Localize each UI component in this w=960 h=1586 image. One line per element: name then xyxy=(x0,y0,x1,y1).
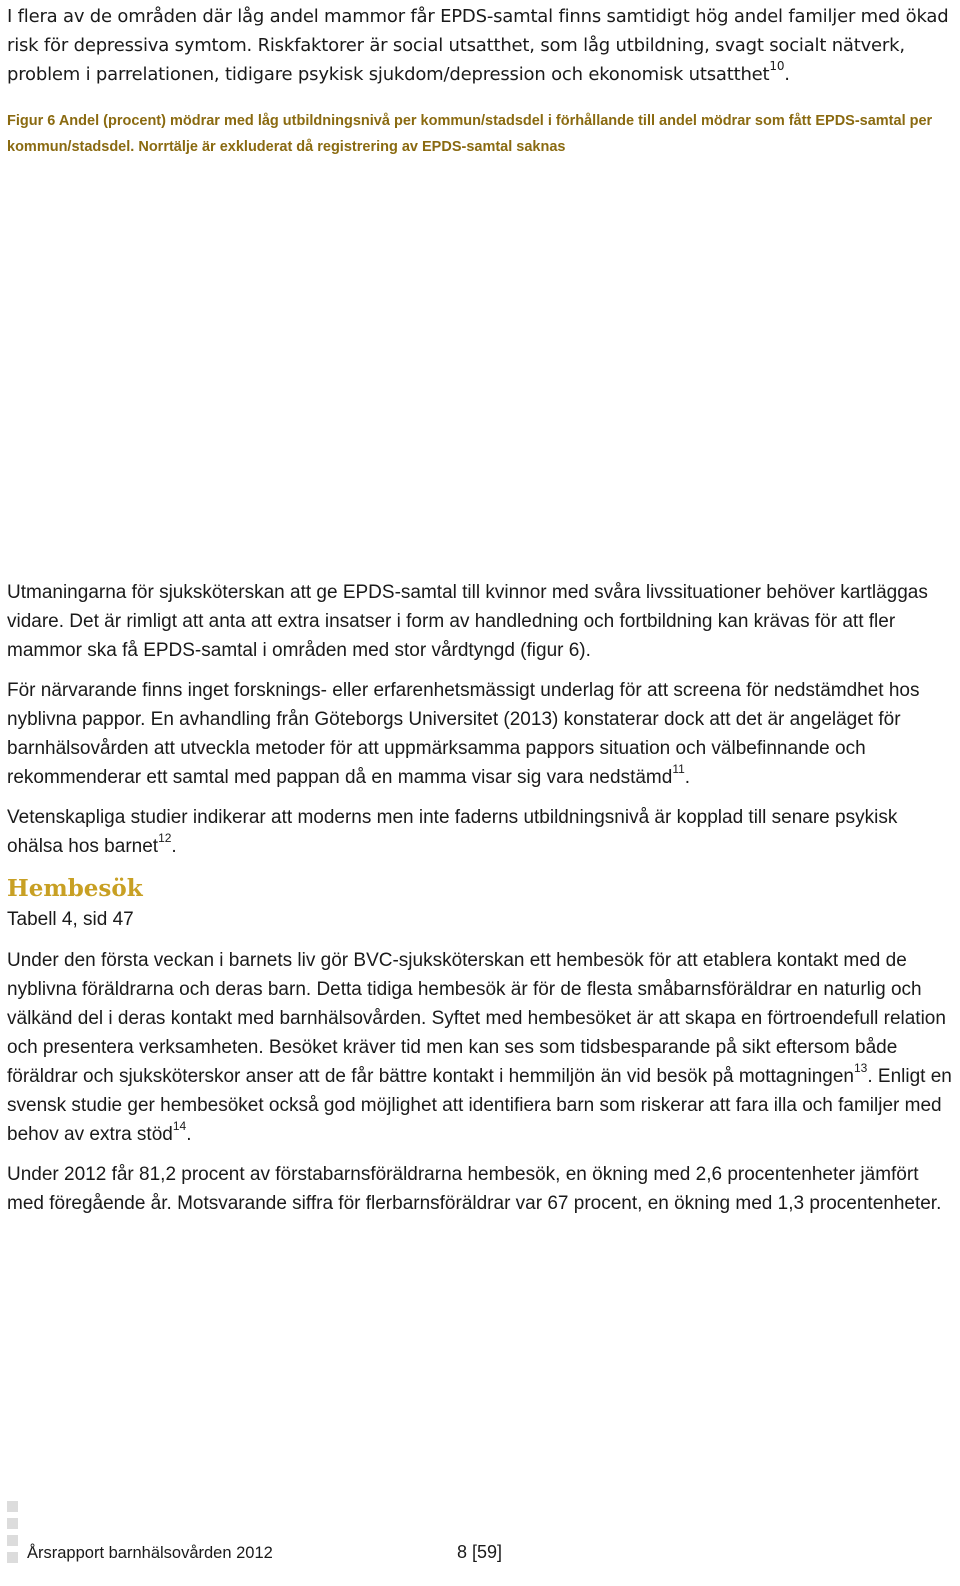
paragraph-home-visit xyxy=(7,946,952,1149)
body-text xyxy=(7,578,952,1229)
footer-decoration-square xyxy=(7,1535,18,1546)
paragraph-home-visit-text-a: Under den första veckan i barnets liv gör BVC-sjuksköterskan ett hembesök för att etablera kontakt med de nyblivna föräldrarna och deras barn. Detta tidiga hembesök är för de flesta småbarnsföräldrar en naturlig och välkänd del i deras kontakt med barnhälsovården. Syftet med hembesöket är att skapa en förtroendefull relation och presentera verksamheten. Besöket kräver tid men kan ses som tidsbesparande på sikt eftersom både föräldrar och sjuksköterskor anser att de får bättre kontakt i hemmiljön än vid besök på mottagningen xyxy=(7,950,946,1087)
table-reference: Tabell 4, sid 47 xyxy=(7,909,134,930)
footer-report-title: Årsrapport barnhälsovården 2012 xyxy=(27,1544,273,1562)
footer-decoration-square xyxy=(7,1518,18,1529)
intro-paragraph xyxy=(7,2,952,89)
figure-placeholder xyxy=(7,180,947,570)
footnote-ref-11: 11 xyxy=(672,761,685,776)
paragraph-fathers-text: För närvarande finns inget forsknings- eller erfarenhetsmässigt underlag för att screena för nedstämdhet hos nyblivna pappor. En avhandling från Göteborgs Universitet (2013) konstaterar dock att det är angeläget för barnhälsovården att utveckla metoder för att uppmärksamma pappors situation och välbefinnande och rekommenderar ett samtal med pappan då en mamma visar sig vara nedstämd xyxy=(7,680,920,788)
footnote-ref-10: 10 xyxy=(769,59,785,73)
paragraph-fathers-end: . xyxy=(684,767,691,788)
intro-text: I flera av de områden där låg andel mammor får EPDS-samtal finns samtidigt hög andel familjer med ökad risk för depressiva symtom. Riskfaktorer är social utsatthet, som låg utbildning, svagt socialt nätverk, problem i parrelationen, tidigare psykisk sjukdom/depression och ekonomisk utsatthet xyxy=(7,6,949,85)
paragraph-education-text: Vetenskapliga studier indikerar att moderns men inte faderns utbildningsnivå är kopplad till senare psykisk ohälsa hos barnet xyxy=(7,807,898,857)
paragraph-fathers xyxy=(7,676,952,792)
figure-caption xyxy=(7,108,952,160)
footer-decoration-square xyxy=(7,1501,18,1512)
caption-main: Figur 6 Andel (procent) mödrar med låg utbildningsnivå per kommun/stadsdel i förhållande till andel mödrar som fått EPDS-samtal per kommun/stadsdel. xyxy=(7,113,933,155)
section-heading-hembesok: Hembesök xyxy=(7,875,143,902)
footnote-ref-12: 12 xyxy=(158,830,172,845)
intro-end: . xyxy=(784,64,790,85)
footer-decoration-square xyxy=(7,1552,18,1563)
footer-page-number: 8 [59] xyxy=(457,1542,503,1562)
footnote-ref-14: 14 xyxy=(172,1118,187,1133)
paragraph-home-visit-text-b: . Enligt en svensk studie ger hembesöket också god möjlighet att identifiera barn som riskerar att fara illa och familjer med behov av extra stöd xyxy=(7,1066,952,1145)
paragraph-education xyxy=(7,803,952,861)
paragraph-education-end: . xyxy=(171,836,177,857)
paragraph-epds-challenges: Utmaningarna för sjuksköterskan att ge EPDS-samtal till kvinnor med svåra livssituationer behöver kartläggas vidare. Det är rimligt att anta att extra insatser i form av handledning och fortbildning kan krävas för att fler mammor ska få EPDS-samtal i områden med stor vårdtyngd (figur 6). xyxy=(7,582,928,661)
page-footer xyxy=(7,1497,947,1577)
caption-note: Norrtälje är exkluderat då registrering av EPDS-samtal saknas xyxy=(134,139,566,155)
footnote-ref-13: 13 xyxy=(854,1060,868,1075)
paragraph-home-visit-end: . xyxy=(186,1124,192,1145)
paragraph-2012-stats: Under 2012 får 81,2 procent av förstabarnsföräldrarna hembesök, en ökning med 2,6 procentenheter jämfört med föregående år. Motsvarande siffra för flerbarnsföräldrar var 67 procent, en ökning med 1,3 procentenheter. xyxy=(7,1164,942,1214)
